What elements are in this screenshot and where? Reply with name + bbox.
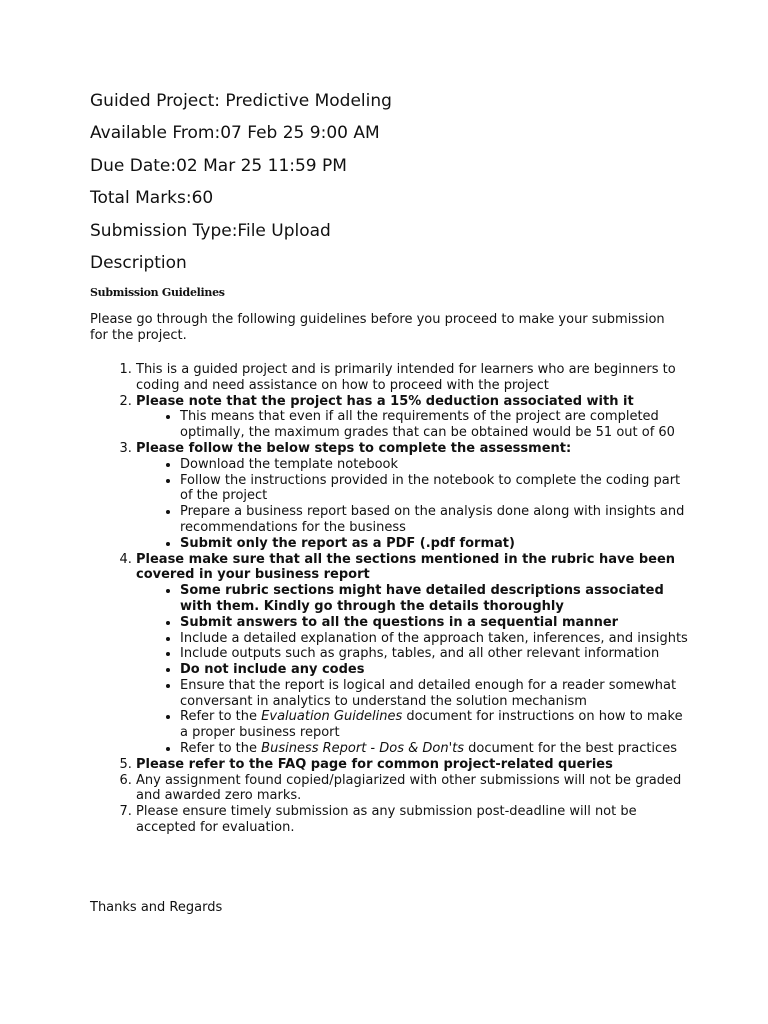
guidelines-list bbox=[90, 362, 690, 836]
guideline-text: This is a guided project and is primarily intended for learners who are beginners to coding and need assistance on how to proceed with the project bbox=[136, 361, 676, 393]
description-label: Description bbox=[90, 252, 187, 273]
sub-item-suffix: document for the best practices bbox=[464, 741, 677, 757]
guideline-item-6 bbox=[136, 773, 690, 805]
guideline-item-3 bbox=[136, 441, 690, 552]
sub-item: • Some rubric sections might have detailed descriptions associated with them. Kindly go through the details thoroughly bbox=[180, 583, 690, 615]
guideline-text: Please refer to the FAQ page for common project-related queries bbox=[136, 756, 613, 772]
due-date: Due Date:02 Mar 25 11:59 PM bbox=[90, 155, 347, 176]
sub-item: • Submit only the report as a PDF (.pdf format) bbox=[180, 536, 690, 552]
sub-item bbox=[180, 741, 690, 757]
project-title: Guided Project: Predictive Modeling bbox=[90, 91, 392, 111]
guideline-item-4 bbox=[136, 552, 690, 757]
sub-item: • Download the template notebook bbox=[180, 457, 690, 473]
total-marks: Total Marks:60 bbox=[90, 188, 214, 209]
submission-type: Submission Type:File Upload bbox=[90, 220, 331, 241]
guideline-text: Please make sure that all the sections mentioned in the rubric have been covered in your business report bbox=[136, 551, 676, 583]
guideline-item-5 bbox=[136, 757, 690, 773]
guideline-sublist bbox=[136, 457, 690, 552]
sub-item: • Include a detailed explanation of the approach taken, inferences, and insights bbox=[180, 631, 690, 647]
available-from: Available From:07 Feb 25 9:00 AM bbox=[90, 123, 380, 144]
guideline-item-2 bbox=[136, 394, 690, 441]
guideline-text: Please follow the below steps to complete the assessment: bbox=[136, 440, 572, 456]
guideline-text: Please ensure timely submission as any submission post-deadline will not be accepted for evaluation. bbox=[136, 804, 637, 836]
guideline-item-7 bbox=[136, 804, 690, 836]
guideline-item-1 bbox=[136, 362, 690, 394]
sub-item: • Prepare a business report based on the analysis done along with insights and recommendations for the business bbox=[180, 504, 690, 536]
sub-item-prefix: Refer to the bbox=[180, 709, 262, 725]
closing-text: Thanks and Regards bbox=[90, 900, 223, 915]
sub-item: • Follow the instructions provided in the notebook to complete the coding part of the project bbox=[180, 473, 690, 505]
guideline-text: Any assignment found copied/plagiarized with other submissions will not be graded and awarded zero marks. bbox=[136, 772, 682, 804]
sub-item: • This means that even if all the requirements of the project are completed optimally, the maximum grades that can be obtained would be 51 out of 60 bbox=[180, 409, 690, 441]
sub-item: • Submit answers to all the questions in a sequential manner bbox=[180, 615, 690, 631]
guideline-text: Please note that the project has a 15% deduction associated with it bbox=[136, 393, 634, 409]
guideline-sublist bbox=[136, 583, 690, 757]
guideline-sublist bbox=[136, 409, 690, 441]
sub-item-prefix: Refer to the bbox=[180, 741, 262, 757]
assignment-document bbox=[90, 90, 690, 836]
sub-item: • Include outputs such as graphs, tables, and all other relevant information bbox=[180, 646, 690, 662]
sub-item-suffix: document for instructions on how to make a proper business report bbox=[180, 709, 683, 741]
sub-item bbox=[180, 709, 690, 741]
sub-item: • Ensure that the report is logical and detailed enough for a reader somewhat conversant in analytics to understand the solution mechanism bbox=[180, 678, 690, 710]
business-report-dos-donts-ref: Business Report - Dos & Don'ts bbox=[261, 741, 465, 757]
evaluation-guidelines-ref: Evaluation Guidelines bbox=[261, 709, 403, 725]
guidelines-heading: Submission Guidelines bbox=[90, 285, 225, 299]
sub-item: • Do not include any codes bbox=[180, 662, 690, 678]
guidelines-intro: Please go through the following guidelines before you proceed to make your submission for the project. bbox=[90, 311, 665, 343]
